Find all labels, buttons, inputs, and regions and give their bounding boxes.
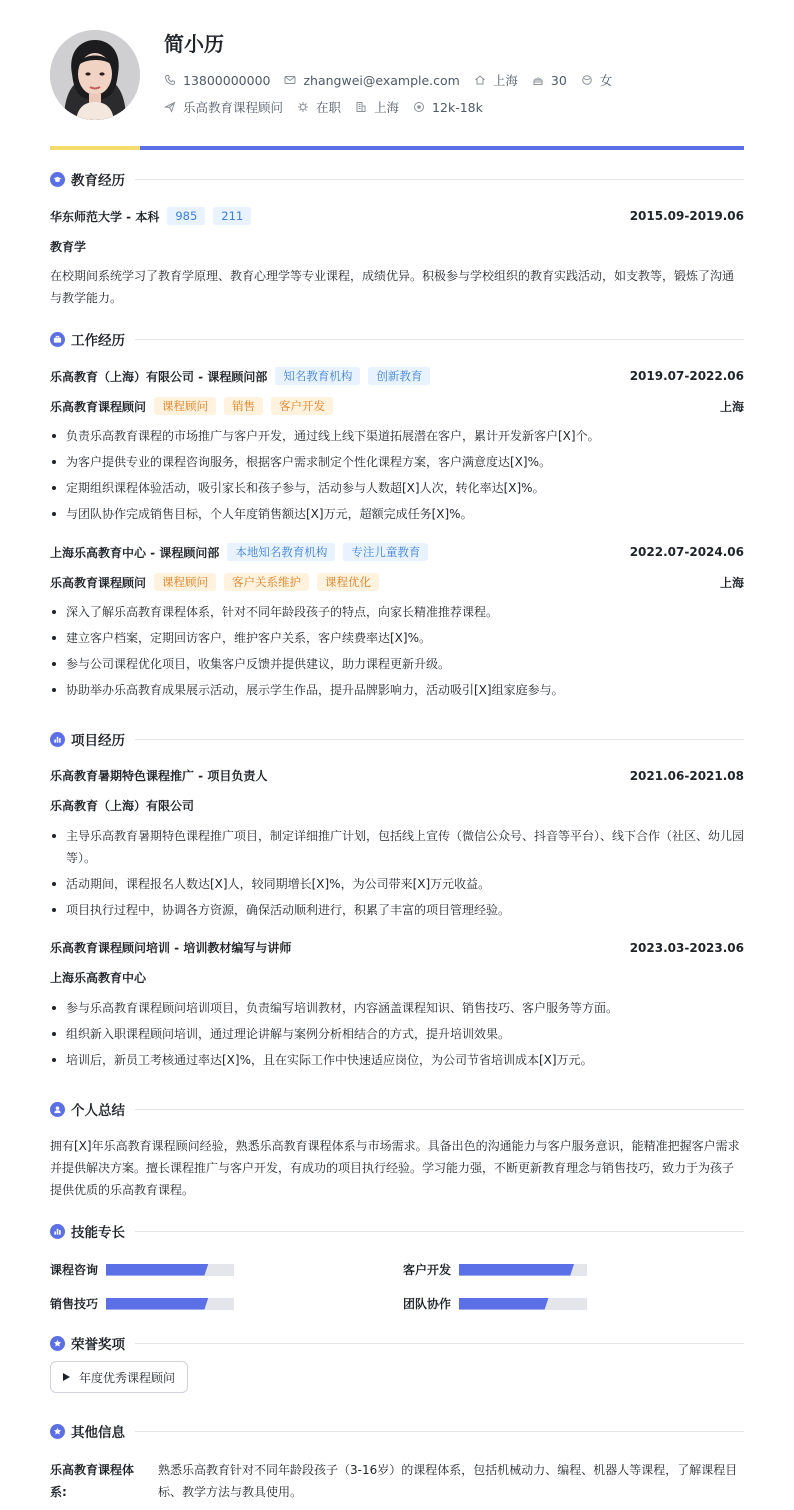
work-title [50,329,744,349]
role-name: 乐高教育课程顾问 [50,575,147,590]
skills-title [50,1221,744,1241]
section-label: 其他信息 [71,1425,125,1441]
work-city-item [355,98,399,116]
skill-bar-fill [106,1298,208,1310]
award-item[interactable] [50,1361,188,1393]
role-tag: 客户开发 [271,397,333,415]
role-tag: 课程顾问 [154,397,216,415]
medal-icon [50,1336,65,1351]
section-label: 技能专长 [71,1225,125,1241]
work-city-value: 上海 [374,100,400,115]
education-header [50,207,744,225]
summary-text: 拥有[X]年乐高教育课程顾问经验，熟悉乐高教育课程体系与市场需求。具备出色的沟通能力与客户服务意识，能精准把握客户需求并提供解决方案。擅长课程推广与客户开发，有成功的项目执行经验。学习能力强，不断更新教育理念与销售技巧，致力于为孩子提供优质的乐高教育课程。 [50,1139,740,1197]
project-title-text: 乐高教育暑期特色课程推广 - 项目负责人 [50,769,268,783]
gender-value: 女 [599,73,613,88]
other-title [50,1421,744,1441]
list-item: 与团队协作完成销售目标，个人年度销售额达[X]万元，超额完成任务[X]%。 [50,503,744,525]
project-header [50,939,744,956]
work-date: 2022.07-2024.06 [629,545,744,559]
city-item [474,71,518,89]
list-item: 深入了解乐高教育课程体系，针对不同年龄段孩子的特点，向家长精准推荐课程。 [50,601,744,623]
work-date: 2019.07-2022.06 [629,369,744,383]
city-value: 上海 [492,73,518,88]
summary-section [50,1099,744,1209]
gender-item [581,71,613,89]
status-value: 在职 [316,100,342,115]
list-item: 建立客户档案，定期回访客户，维护客户关系，客户续费率达[X]%。 [50,627,744,649]
list-item: 活动期间，课程报名人数达[X]人，较同期增长[X]%，为公司带来[X]万元收益。 [50,873,744,895]
major: 教育学 [50,240,87,254]
work-bullets [50,601,744,705]
skill-item [50,1261,234,1278]
list-item: 主导乐高教育暑期特色课程推广项目，制定详细推广计划，包括线上宣传（微信公众号、抖音等平台）、线下合作（社区、幼儿园等）。 [50,825,744,869]
skills-section [50,1221,744,1321]
project-date: 2023.03-2023.06 [629,940,744,955]
skill-bar [106,1298,234,1310]
list-item: 项目执行过程中，协调各方资源，确保活动顺利进行，积累了丰富的项目管理经验。 [50,899,744,921]
role-tag: 课程顾问 [154,573,216,591]
section-label: 教育经历 [71,173,125,189]
bar-chart-icon [50,732,65,747]
work-item-header [50,367,744,385]
header-divider [50,146,744,150]
skill-item [403,1295,587,1312]
age-value: 30 [550,72,567,88]
skill-item [50,1295,234,1312]
work-section [50,329,744,709]
skill-bar-fill [459,1264,574,1276]
status-item [297,98,341,116]
section-label: 工作经历 [71,333,125,349]
email-value: zhangwei@example.com [303,72,460,88]
bar-chart-icon [50,1224,65,1239]
skill-item [403,1261,587,1278]
avatar [50,30,140,120]
coin-icon [413,101,425,113]
project-bullets [50,997,744,1075]
info-icon [50,1424,65,1439]
list-item: 协助举办乐高教育成果展示活动，展示学生作品，提升品牌影响力，活动吸引[X]组家庭参与。 [50,679,744,701]
other-section [50,1421,744,1501]
user-icon [50,1102,65,1117]
skill-name: 客户开发 [403,1263,452,1277]
list-item: 培训后，新员工考核通过率达[X]%，且在实际工作中快速适应岗位，为公司节省培训成本[X]万元。 [50,1049,744,1071]
contact-row [164,71,626,89]
play-icon [63,1373,70,1381]
skill-name: 团队协作 [403,1297,452,1311]
phone-icon [164,74,176,86]
building-icon [355,101,367,113]
job-target-item [164,98,283,116]
project-date: 2021.06-2021.08 [629,768,744,783]
list-item: 负责乐高教育课程的市场推广与客户开发，通过线上线下渠道拓展潜在客户，累计开发新客户[X]个。 [50,425,744,447]
school-tag: 211 [213,207,251,225]
mail-icon [284,74,296,86]
gender-icon [581,74,593,86]
skill-name: 销售技巧 [50,1297,99,1311]
education-date: 2015.09-2019.06 [629,209,744,223]
role-tag: 客户关系维护 [224,573,309,591]
work-item-header [50,543,744,561]
work-role-row [50,397,744,415]
project-header [50,767,744,784]
home-icon [474,74,486,86]
role-name: 乐高教育课程顾问 [50,399,147,414]
project-bullets [50,825,744,925]
role-tag: 课程优化 [317,573,379,591]
list-item: 参与公司课程优化项目，收集客户反馈并提供建议，助力课程更新升级。 [50,653,744,675]
project-org: 上海乐高教育中心 [50,971,147,985]
education-title [50,169,744,189]
education-desc: 在校期间系统学习了教育学原理、教育心理学等专业课程，成绩优异。积极参与学校组织的教育实践活动，如支教等，锻炼了沟通与教学能力。 [50,269,735,305]
other-label: 乐高教育课程体系: [50,1463,135,1499]
phone-item [164,73,270,88]
project-title-text: 乐高教育课程顾问培训 - 培训教材编写与讲师 [50,941,292,955]
work-city: 上海 [719,575,744,590]
resume-header [0,0,794,148]
section-label: 荣誉奖项 [71,1337,125,1353]
status-icon [297,101,309,113]
skill-bar [459,1298,587,1310]
other-text: 熟悉乐高教育针对不同年龄段孩子（3-16岁）的课程体系，包括机械动力、编程、机器人等课程，了解课程目标、教学方法与教具使用。 [158,1463,738,1499]
work-bullets [50,425,744,529]
job-intent-row [164,98,497,116]
age-item [532,73,567,88]
job-target-value: 乐高教育课程顾问 [183,100,284,115]
list-item: 为客户提供专业的课程咨询服务，根据客户需求制定个性化课程方案，客户满意度达[X]%。 [50,451,744,473]
company-tag: 专注儿童教育 [343,543,428,561]
education-section [50,169,744,309]
list-item: 参与乐高教育课程顾问培训项目，负责编写培训教材，内容涵盖课程知识、销售技巧、客户服务等方面。 [50,997,744,1019]
project-org: 乐高教育（上海）有限公司 [50,799,195,813]
graduation-cap-icon [50,172,65,187]
skill-bar-fill [459,1298,549,1310]
company-name: 上海乐高教育中心 - 课程顾问部 [50,545,220,560]
candidate-name: 简小历 [164,32,224,56]
skill-bar [459,1264,587,1276]
skill-name: 课程咨询 [50,1263,99,1277]
company-tag: 知名教育机构 [275,367,360,385]
list-item: 组织新入职课程顾问培训，通过理论讲解与案例分析相结合的方式，提升培训效果。 [50,1023,744,1045]
company-tag: 创新教育 [368,367,430,385]
company-tag: 本地知名教育机构 [227,543,335,561]
list-item: 定期组织课程体验活动，吸引家长和孩子参与，活动参与人数超[X]人次，转化率达[X]%。 [50,477,744,499]
awards-title [50,1333,744,1353]
skill-bar-fill [106,1264,208,1276]
company-name: 乐高教育（上海）有限公司 - 课程顾问部 [50,369,268,384]
school-name: 华东师范大学 - 本科 [50,209,160,224]
project-section [50,729,744,1079]
awards-section [50,1333,744,1403]
skill-bar [106,1264,234,1276]
section-label: 个人总结 [71,1103,125,1119]
role-tag: 销售 [224,397,263,415]
work-role-row [50,573,744,591]
section-label: 项目经历 [71,733,125,749]
salary-value: 12k-18k [432,99,483,115]
school-tag: 985 [167,207,205,225]
summary-title [50,1099,744,1119]
project-title [50,729,744,749]
work-city: 上海 [719,399,744,414]
award-label: 年度优秀课程顾问 [79,1370,176,1385]
email-item [284,73,459,88]
phone-value: 13800000000 [183,72,271,88]
send-icon [164,101,176,113]
cake-icon [532,74,544,86]
briefcase-icon [50,332,65,347]
salary-item [413,100,483,115]
